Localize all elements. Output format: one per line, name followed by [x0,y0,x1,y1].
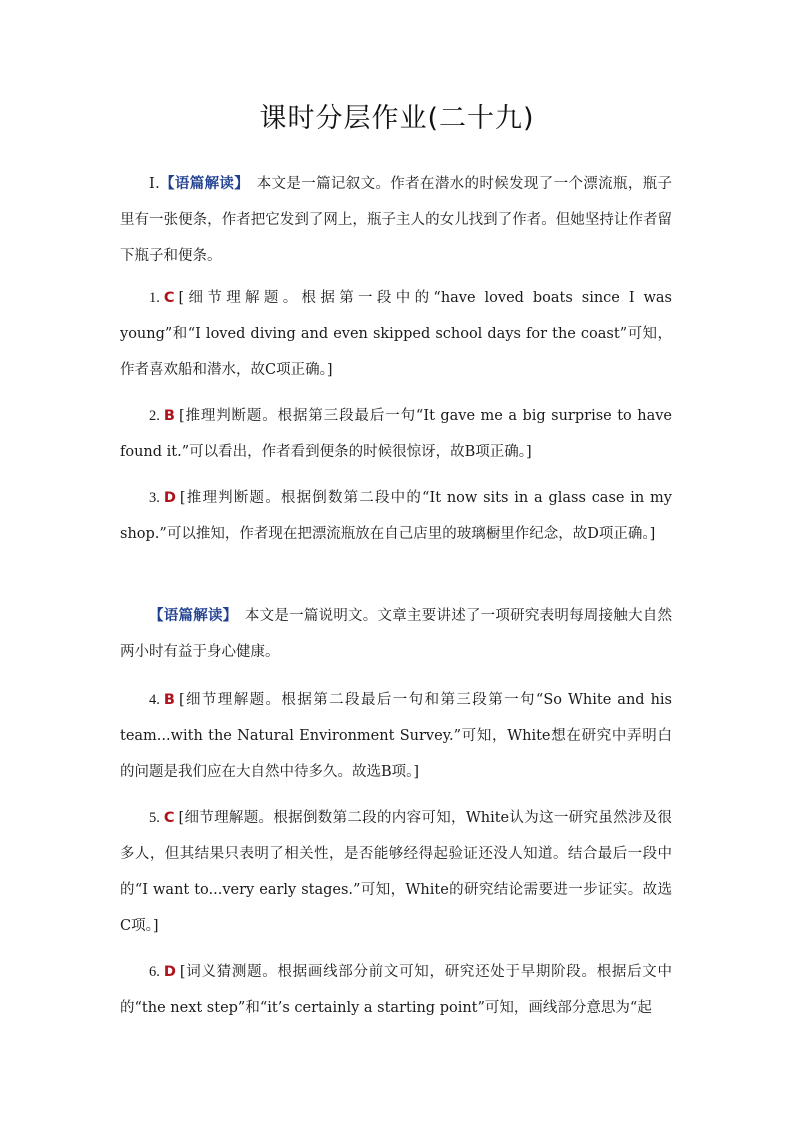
question-number: 6. [149,964,160,980]
answer-item-4 [120,682,672,790]
explanation-text: [推理判断题。根据第三段最后一句“It gave me a big surprise to have found it.”可以看出，作者看到便条的时候很惊讶，故B项正确。] [120,408,672,460]
answer-item-2 [120,398,672,470]
section-tag: 【语篇解读】 [159,176,242,192]
question-number: 2. [149,408,160,424]
question-number: 3. [149,490,160,506]
answer-letter: D [163,964,176,980]
answer-letter: C [163,290,175,306]
answer-item-1 [120,280,672,388]
explanation-text: [细节理解题。根据第二段最后一句和第三段第一句“So White and his team...with the Natural Environment Survey.”可知，White想在研究中弄明白的问题是我们应在大自然中待多久。故选B项。] [120,692,672,780]
question-number: 5. [149,810,160,826]
answer-item-5 [120,800,672,944]
answer-item-6 [120,954,672,1026]
summary-text: 本文是一篇说明文。文章主要讲述了一项研究表明每周接触大自然两小时有益于身心健康。 [120,608,673,660]
page-title: 课时分层作业(二十九) [259,103,535,134]
explanation-text: [细节理解题。根据倒数第二段的内容可知，White认为这一研究虽然涉及很多人，但其结果只表明了相关性，是否能够经得起验证还没人知道。结合最后一段中的“I want to...very early stages.”可知，White的研究结论需要进一步证实。故选C项。] [120,810,672,934]
reading-summary-1 [120,166,672,274]
answer-letter: C [163,810,175,826]
answer-letter: D [163,490,176,506]
question-number: 4. [149,692,160,708]
answer-letter: B [163,408,175,424]
explanation-text: [词义猜测题。根据画线部分前文可知，研究还处于早期阶段。根据后文中的“the next step”和“it’s certainly a starting point”可知，画线部分意思为“起 [120,964,672,1016]
section-roman-numeral: Ⅰ. [149,176,160,192]
explanation-text: [推理判断题。根据倒数第二段中的“It now sits in a glass case in my shop.”可以推知，作者现在把漂流瓶放在自己店里的玻璃橱里作纪念，故D项正确。] [120,490,672,542]
explanation-text: [细节理解题。根据第一段中的“have loved boats since I was young”和“I loved diving and even skipped school days for the coast”可知，作者喜欢船和潜水，故C项正确。] [120,290,672,378]
reading-summary-2 [120,598,672,670]
answer-letter: B [163,692,175,708]
summary-text: 本文是一篇记叙文。作者在潜水的时候发现了一个漂流瓶，瓶子里有一张便条，作者把它发到了网上，瓶子主人的女儿找到了作者。但她坚持让作者留下瓶子和便条。 [120,176,673,264]
question-number: 1. [149,290,160,306]
answer-item-3 [120,480,672,552]
section-tag: 【语篇解读】 [149,608,231,624]
